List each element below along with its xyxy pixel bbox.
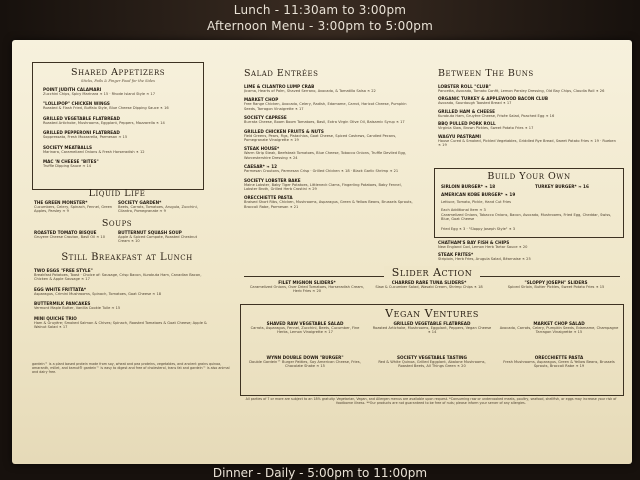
soups-left: ROASTED TOMATO BISQUE Gruyere Cheese Crouton, Basil Oil ❧ 10: [34, 230, 105, 239]
list-item: GRILLED PEPPERONI FLATBREAD Soppressata, Fresh Mozzarella, Parmesan ❧ 15: [43, 130, 128, 140]
build-your-own-box: [434, 168, 624, 238]
list-item: GRILLED VEGETABLE FLATBREAD Roasted Artichoke, Mushrooms, Eggplant, Peppers, Mozzarella ❧ 14: [43, 115, 165, 125]
slider-item-sloppy: "SLOPPY JOSEPH" SLIDERS Spiced Sirloin, Butter Pickles, Sweet Potato Fries ❧ 15: [507, 280, 605, 289]
burger-extras: Fried Egg ❧ 3 · "Sloppy Joseph Style" ❧ 3: [441, 227, 516, 231]
menu-board: [12, 40, 632, 464]
allergy-note: All parties of 7 or more are subject to an 18% gratuity. Vegetarian, Vegan, and Allergen menus are available upon request. *Consuming raw or undercooked meats, poultry, seafood, shellfish, or eggs may increase your risk of foodborne illness. **Our products are not guaranteed to be free of nuts; please inform your server of any allergies.: [245, 397, 617, 406]
list-item: GRILLED CHICKEN FRUITS & NUTS Field Greens, Pears, Figs, Pistachios, Goat Cheese, Spiced Cashews, Candied Pecans, Pomegranate Vinaigrette ❧ 19: [244, 128, 397, 143]
liquid-life-right: SOCIETY GARDEN* Beets, Carrots, Tomatoes, Arugula, Zucchini, Cilantro, Pomegranate ❧ 9: [118, 200, 198, 214]
gardein-note: gardein™ is a plant based protein made from soy, wheat and pea proteins, vegetables, and ancient grains quinoa, amaranth, millet, and kamut® gardein™ is easy to digest and free of cholesterol, trans fat and gardein™ is also animal and dairy free.: [32, 362, 230, 375]
list-item: BBQ PULLED PORK ROLL Virginia Slaw, Brown Pickles, Sweet Potato Fries ❧ 17: [438, 121, 534, 131]
appetizers-title: Shared Appetizers: [70, 67, 166, 78]
turkey-burger: TURKEY BURGER* ❧ 16: [535, 184, 589, 189]
slider-title: [244, 266, 620, 279]
vegan-item: SHAVED RAW VEGETABLE SALAD Carrots, Asparagus, Fennel, Zucchini, Beets, Cucumber, Fine Herbs, Lemon Vinaigrette ❧ 17: [250, 321, 360, 335]
vegan-title: Vegan Ventures: [385, 307, 479, 320]
list-item: STEAK FRITES* Striploin, Herb Fries, Arugula Salad, Béarnaise ❧ 25: [438, 252, 531, 262]
list-item: BUTTERMILK PANCAKES Vermont Maple Butter, Vanilla Cookie Tuile ❧ 15: [34, 301, 121, 311]
appetizers-subtitle: Sticks, Pails & Finger Food for the Sides: [81, 79, 155, 83]
list-item: WAGYU PASTRAMI House Cured & Smoked, Pickled Vegetables, Griddled Rye Bread, Sweet Potato Fries ❧ 19 · Rueben ❧ 19: [438, 133, 616, 148]
buns-list: [438, 84, 618, 150]
slider-item-tuna: CHARRED RARE TUNA SLIDERS* Slaw & Cucumber Salad, Wasabi Cream, Shrimp Chips ❧ 18: [375, 280, 483, 289]
slider-title-text: Slider Action: [384, 266, 480, 279]
slider-item-filet: FILET MIGNON SLIDERS* Caramelized Onions, Over Dried Tomatoes, Horseradish Cream, Herb Fries ❧ 20: [249, 280, 365, 294]
list-item: SOCIETY LOBSTER BAKE Maine Lobster, Baby Tiger Potatoes, Littleneck Clams, Fingerling Potatoes, Baby Fennel, Lobster Broth, Grilled Herb Crostini ❧ 29: [244, 177, 402, 192]
soups-title: Soups: [101, 218, 133, 229]
afternoon-hours-sign: Afternoon Menu - 3:00pm to 5:00pm: [206, 19, 433, 33]
sirloin-burger: SIRLOIN BURGER* ❧ 18: [441, 184, 496, 189]
breakfast-list: [34, 268, 214, 334]
appetizers-box: [32, 62, 204, 190]
breakfast-title: Still Breakfast at Lunch: [61, 252, 193, 263]
list-item: LOBSTER ROLL "CLUB" Pancetta, Avocado, Tomato Confit, Lemon Parsley Dressing, Old Bay Chips, Claudia Roll ❧ 26: [438, 84, 605, 93]
list-item: CAESAR* ❧ 12 Parmesan Croutons, Parmesan Crisp · Grilled Chicken ❧ 18 · Black Garlic Shrimp ❧ 21: [244, 164, 399, 174]
liquid-life-left: THE GREEN MONSTER* Cucumbers, Celery, Spinach, Fennel, Green Apples, Parsley ❧ 9: [34, 200, 113, 214]
list-item: GRILLED HAM & CHEESE Kurobuta Ham, Gruyère Cheese, Frisée Salad, Poached Egg ❧ 16: [438, 108, 555, 118]
list-item: SOCIETY MEATBALLS Marinara, Caramelized Onions & Fresh Horseradish ❧ 12: [43, 144, 145, 154]
list-item: TWO EGGS "FREE STYLE" Breakfast Potatoes, Toast · Choice of: Sausage, Crisp Bacon, Kurobuta Ham, Canadian Bacon, Chicken & Apple Sausage ❧ 17: [34, 268, 202, 282]
list-item: LIME & CILANTRO LUMP CRAB Jicama, Hearts of Palm, Shaved Serrano, Avocado, & Tomatillo Salsa ❧ 22: [244, 84, 376, 93]
kobe-burger: AMERICAN KOBE BURGER* ❧ 19: [441, 192, 516, 197]
salads-list: [244, 84, 414, 213]
list-item: EGG WHITE FRITTATA* Asparagus, Crimini Mushrooms, Spinach, Tomatoes, Goat Cheese ❧ 18: [34, 286, 162, 296]
list-item: ORECCHIETTE PASTA Braised Short Ribs, Chicken, Mushrooms, Asparagus, Green & Yellow Beans, Brussels Sprouts, Broccoli Rabe, Parmesan ❧ 21: [244, 195, 413, 209]
vegan-item: GRILLED VEGETABLE FLATBREAD Roasted Artichoke, Mushrooms, Eggplant, Peppers, Vegan Cheese ❧ 14: [372, 321, 492, 335]
vegan-box: [240, 304, 624, 396]
salads-title: Salad Entrées: [244, 68, 319, 79]
list-item: CHATHAM'S BAY FISH & CHIPS New England Cod, Lemon Herb Tartar Sauce ❧ 20: [438, 240, 528, 249]
list-item: MARKET CHOP Free Range Chicken, Avocado, Celery, Radish, Edamame, Carrot, Haricot Cheese, Pumpkin Seeds, Tarragon Vinaigrette ❧ 17: [244, 97, 407, 111]
buns-title: Between The Buns: [438, 68, 534, 79]
list-item: "LOLLIPOP" CHICKEN WINGS Roasted & Flash Fried, Buffalo Style, Blue Cheese Dipping Sauce ❧ 16: [43, 101, 169, 111]
vegan-item: WYNN DOUBLE DOWN "BURGER" Double Gardein™ Burger Patties, Soy American Cheese, Fries, Chocolate Shake ❧ 15: [249, 355, 361, 369]
list-item: ORGANIC TURKEY & APPLEWOOD BACON CLUB Avocado, Sourdough Toasted Bread ❧ 17: [438, 96, 549, 106]
vegan-item: SOCIETY VEGETABLE TASTING Red & White Quinoa, Grilled Eggplant, Abalone Mushrooms, Roasted Beets, All Things Green ❧ 20: [378, 355, 486, 369]
vegan-item: MARKET CHOP SALAD Avocado, Carrots, Celery, Pumpkin Seeds, Edamame, Champagne Tarragon Vinaigrette ❧ 15: [499, 321, 619, 335]
burger-addons: Caramelized Onions, Tobacco Onions, Bacon, Avocado, Mushrooms, Fried Egg, Cheddar, Swiss, Blue, Goat Cheese: [441, 213, 612, 222]
lunch-hours-sign: Lunch - 11:30am to 3:00pm: [233, 3, 407, 17]
list-item: MAC 'N CHEESE "BITES" Truffle Dipping Sauce ❧ 14: [43, 159, 99, 169]
burger-title: Build Your Own: [487, 171, 571, 182]
vegan-item: ORECCHIETTE PASTA Fresh Mushrooms, Asparagus, Green & Yellow Beans, Brussels Sprouts, Broccoli Rabe ❧ 19: [503, 355, 615, 369]
burger-addons-title: Each Additional Item ❧ 3: [441, 208, 486, 212]
list-item: SOCIETY CAPRESE Burrata Cheese, Boom Boom Tomatoes, Basil, Extra Virgin Olive Oil, Balsamic Syrup ❧ 17: [244, 115, 405, 125]
list-item: POINT JUDITH CALAMARI Zucchini Chips, Spicy Marinara ❧ 15 · Rhode Island Style ❧ 17: [43, 87, 155, 96]
burger-base: Lettuce, Tomato, Pickle, Hand Cut Fries: [441, 200, 512, 204]
liquid-life-title: Liquid Life: [88, 188, 146, 199]
dinner-hours-sign: Dinner - Daily - 5:00pm to 11:00pm: [212, 466, 428, 480]
more-buns-list: [438, 240, 618, 265]
appetizers-list: [43, 87, 198, 173]
soups-right: BUTTERNUT SQUASH SOUP Apple & Spiced Compote, Roasted Chestnut Cream ❧ 10: [118, 230, 197, 244]
list-item: STEAK HOUSE* Warm Strip Steak, Beefsteak Tomatoes, Blue Cheese, Tobacco Onions, Truffle Deviled Egg, Worcestershire Dressing ❧ 24: [244, 146, 407, 160]
list-item: MINI QUICHE TRIO Ham & Gruyère; Smoked Salmon & Chives; Spinach, Roasted Tomatoes & Goat Cheese; Apple & Walnut Salad ❧ 17: [34, 315, 207, 330]
